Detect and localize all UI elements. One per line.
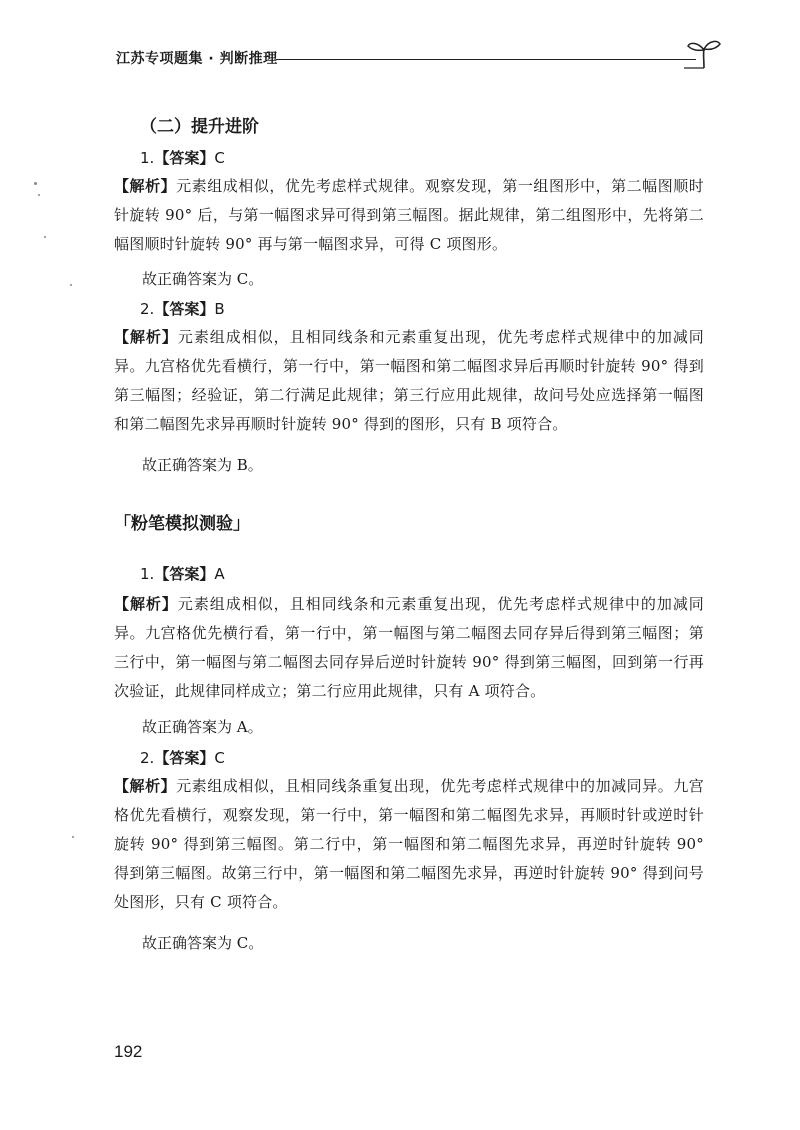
- scan-speck: [44, 236, 46, 238]
- analysis-paragraph: [114, 172, 704, 259]
- section-title: 「粉笔模拟测验」: [114, 514, 250, 534]
- answer-value: C: [214, 149, 225, 167]
- running-header: [116, 46, 721, 74]
- analysis-text: 元素组成相似，且相同线条重复出现，优先考虑样式规律中的加减同异。九宫格优先看横行，观察发现，第一行中，第一幅图和第二幅图先求异，再顺时针或逆时针旋转 90° 得到第三幅图。第二行中，第一幅图和第二幅图先求异，再逆时针旋转 90° 得到第三幅图。故第三行中，第一幅图和第二幅图先求异，再逆时针旋转 90° 得到问号处图形，只有 C 项符合。: [114, 777, 704, 911]
- page-number: 192: [114, 1042, 143, 1061]
- conclusion: 故正确答案为 B。: [142, 456, 263, 474]
- item-number: 1.: [140, 149, 155, 167]
- answer-line: [140, 747, 225, 768]
- analysis-paragraph: [114, 772, 704, 917]
- answer-value: A: [214, 565, 225, 583]
- analysis-tag: 【解析】: [114, 595, 178, 613]
- scan-speck: [72, 836, 74, 838]
- analysis-tag: 【解析】: [114, 777, 177, 795]
- header-rule: [276, 59, 696, 60]
- answer-line: [140, 298, 225, 319]
- scan-speck: [38, 194, 40, 196]
- answer-value: C: [214, 749, 225, 767]
- analysis-text: 元素组成相似，优先考虑样式规律。观察发现，第一组图形中，第二幅图顺时针旋转 90° 后，与第一幅图求异可得到第三幅图。据此规律，第二组图形中，先将第二幅图顺时针旋转 90° 再与第一幅图求异，可得 C 项图形。: [114, 177, 704, 253]
- answer-value: B: [214, 300, 225, 318]
- item-number: 1.: [140, 565, 155, 583]
- analysis-tag: 【解析】: [114, 328, 178, 346]
- scan-speck: [70, 284, 72, 286]
- conclusion: 故正确答案为 A。: [142, 718, 263, 736]
- answer-tag: 【答案】: [154, 565, 215, 583]
- item-number: 2.: [140, 749, 155, 767]
- analysis-tag: 【解析】: [114, 177, 177, 195]
- conclusion: 故正确答案为 C。: [142, 270, 264, 288]
- answer-line: [140, 147, 225, 168]
- sprout-icon: [684, 38, 724, 70]
- answer-tag: 【答案】: [154, 300, 215, 318]
- analysis-paragraph: [114, 323, 704, 439]
- answer-line: [140, 563, 225, 584]
- scan-speck: [34, 182, 37, 185]
- answer-tag: 【答案】: [154, 149, 215, 167]
- analysis-text: 元素组成相似，且相同线条和元素重复出现，优先考虑样式规律中的加减同异。九宫格优先看横行，第一行中，第一幅图和第二幅图求异后再顺时针旋转 90° 得到第三幅图；经验证，第二行满足此规律；第三行应用此规律，故问号处应选择第一幅图和第二幅图先求异再顺时针旋转 90° 得到的图形，只有 B 项符合。: [114, 328, 704, 433]
- item-number: 2.: [140, 300, 155, 318]
- answer-tag: 【答案】: [154, 749, 215, 767]
- header-title: 江苏专项题集 · 判断推理: [116, 51, 278, 67]
- conclusion: 故正确答案为 C。: [142, 934, 264, 952]
- section-title: （二）提升进阶: [140, 117, 259, 137]
- analysis-paragraph: [114, 590, 704, 706]
- analysis-text: 元素组成相似，且相同线条和元素重复出现，优先考虑样式规律中的加减同异。九宫格优先横行看，第一行中，第一幅图与第二幅图去同存异后得到第三幅图；第三行中，第一幅图与第二幅图去同存异后逆时针旋转 90° 得到第三幅图，回到第一行再次验证，此规律同样成立；第二行应用此规律，只有 A 项符合。: [114, 595, 704, 700]
